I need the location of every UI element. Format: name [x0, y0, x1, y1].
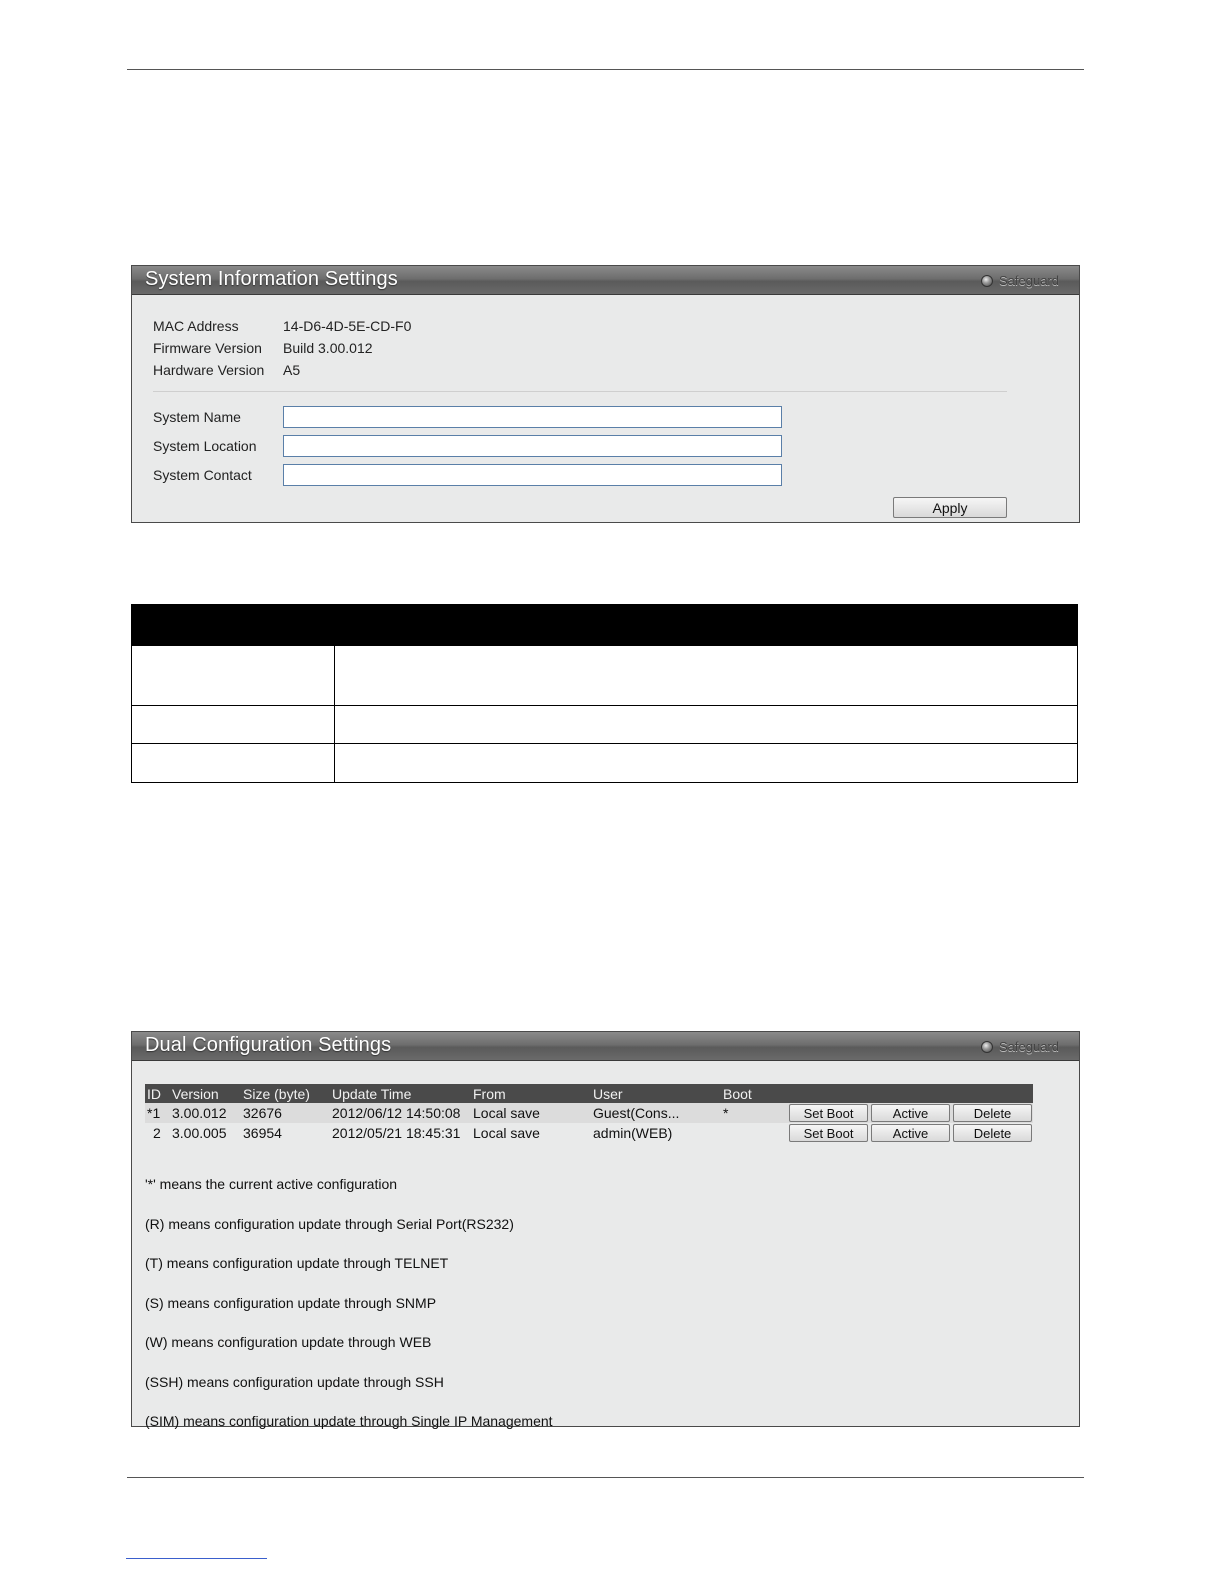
note-line: '*' means the current active configuration — [145, 1176, 398, 1192]
table-header-cell — [335, 605, 1078, 646]
safeguard-label: Safeguard — [999, 1039, 1059, 1054]
config-version: 3.00.012 — [172, 1103, 243, 1123]
config-actions — [783, 1123, 1033, 1143]
legend-notes — [145, 1165, 553, 1442]
note-line: (T) means configuration update through TELNET — [145, 1255, 449, 1271]
system-location-row — [153, 435, 782, 457]
note-line: (W) means configuration update through WEB — [145, 1334, 432, 1350]
safeguard-indicator — [981, 1039, 1059, 1054]
hardware-version-value: A5 — [283, 362, 301, 378]
safeguard-label: Safeguard — [999, 273, 1059, 288]
hardware-version-label: Hardware Version — [153, 362, 265, 378]
delete-button[interactable]: Delete — [953, 1104, 1032, 1122]
config-user: admin(WEB) — [593, 1123, 723, 1143]
config-from: Local save — [473, 1123, 593, 1143]
mac-address-row — [153, 318, 411, 334]
config-id: 2 — [145, 1123, 172, 1143]
column-header-user: User — [593, 1084, 723, 1103]
footer-link-underline — [126, 1558, 267, 1559]
note-line: (S) means configuration update through SNMP — [145, 1294, 437, 1311]
config-boot — [723, 1123, 783, 1143]
column-header-update-time: Update Time — [332, 1084, 473, 1103]
safeguard-status-icon — [981, 275, 993, 287]
safeguard-indicator — [981, 273, 1059, 288]
system-location-input[interactable] — [283, 435, 782, 457]
config-size: 32676 — [243, 1103, 332, 1123]
description-table — [131, 604, 1078, 783]
table-header-cell — [132, 605, 335, 646]
table-row — [145, 1103, 1033, 1123]
table-cell — [132, 646, 335, 706]
table-cell — [132, 744, 335, 783]
system-contact-label: System Contact — [153, 467, 252, 483]
system-contact-row — [153, 464, 782, 486]
set-boot-button[interactable]: Set Boot — [789, 1124, 868, 1142]
divider — [153, 391, 1007, 392]
column-header-size: Size (byte) — [243, 1084, 332, 1103]
config-actions — [783, 1103, 1033, 1123]
delete-button[interactable]: Delete — [953, 1124, 1032, 1142]
config-id: *1 — [145, 1103, 172, 1123]
table-header-row — [132, 605, 1078, 646]
column-header-version: Version — [172, 1084, 243, 1103]
footer-rule — [127, 1477, 1084, 1478]
column-header-from: From — [473, 1084, 593, 1103]
dual-configuration-panel — [131, 1031, 1080, 1427]
apply-button[interactable]: Apply — [893, 497, 1007, 518]
panel-titlebar — [132, 266, 1079, 295]
table-row — [132, 706, 1078, 744]
configuration-table-header — [145, 1084, 1033, 1103]
note-line: (SSH) means configuration update through SSH — [145, 1373, 444, 1390]
system-name-row — [153, 406, 782, 428]
panel-title: Dual Configuration Settings — [145, 1034, 392, 1056]
panel-titlebar — [132, 1032, 1079, 1061]
column-header-id: ID — [145, 1084, 172, 1103]
active-button[interactable]: Active — [871, 1124, 950, 1142]
table-row — [145, 1123, 1033, 1143]
system-information-panel — [131, 265, 1080, 523]
column-header-boot: Boot — [723, 1084, 783, 1103]
active-button[interactable]: Active — [871, 1104, 950, 1122]
config-from: Local save — [473, 1103, 593, 1123]
system-location-label: System Location — [153, 438, 257, 454]
hardware-version-row — [153, 362, 300, 378]
mac-address-label: MAC Address — [153, 318, 239, 334]
note-line: (R) means configuration update through Serial Port(RS232) — [145, 1215, 514, 1232]
firmware-version-label: Firmware Version — [153, 340, 262, 356]
set-boot-button[interactable]: Set Boot — [789, 1104, 868, 1122]
table-cell — [335, 744, 1078, 783]
config-update-time: 2012/05/21 18:45:31 — [332, 1123, 473, 1143]
config-size: 36954 — [243, 1123, 332, 1143]
table-row — [132, 646, 1078, 706]
table-cell — [335, 706, 1078, 744]
firmware-version-row — [153, 340, 373, 356]
system-name-input[interactable] — [283, 406, 782, 428]
config-boot: * — [723, 1103, 783, 1123]
table-cell — [335, 646, 1078, 706]
note-line: (SIM) means configuration update through Single IP Management — [145, 1413, 553, 1429]
configuration-table — [145, 1084, 1033, 1143]
safeguard-status-icon — [981, 1041, 993, 1053]
system-name-label: System Name — [153, 409, 241, 425]
table-cell — [132, 706, 335, 744]
firmware-version-value: Build 3.00.012 — [283, 340, 373, 356]
table-row — [132, 744, 1078, 783]
config-user: Guest(Cons... — [593, 1103, 723, 1123]
system-contact-input[interactable] — [283, 464, 782, 486]
column-header-actions — [783, 1084, 1033, 1103]
header-rule — [127, 69, 1084, 70]
mac-address-value: 14-D6-4D-5E-CD-F0 — [283, 318, 412, 334]
config-version: 3.00.005 — [172, 1123, 243, 1143]
config-update-time: 2012/06/12 14:50:08 — [332, 1103, 473, 1123]
panel-title: System Information Settings — [145, 268, 398, 290]
